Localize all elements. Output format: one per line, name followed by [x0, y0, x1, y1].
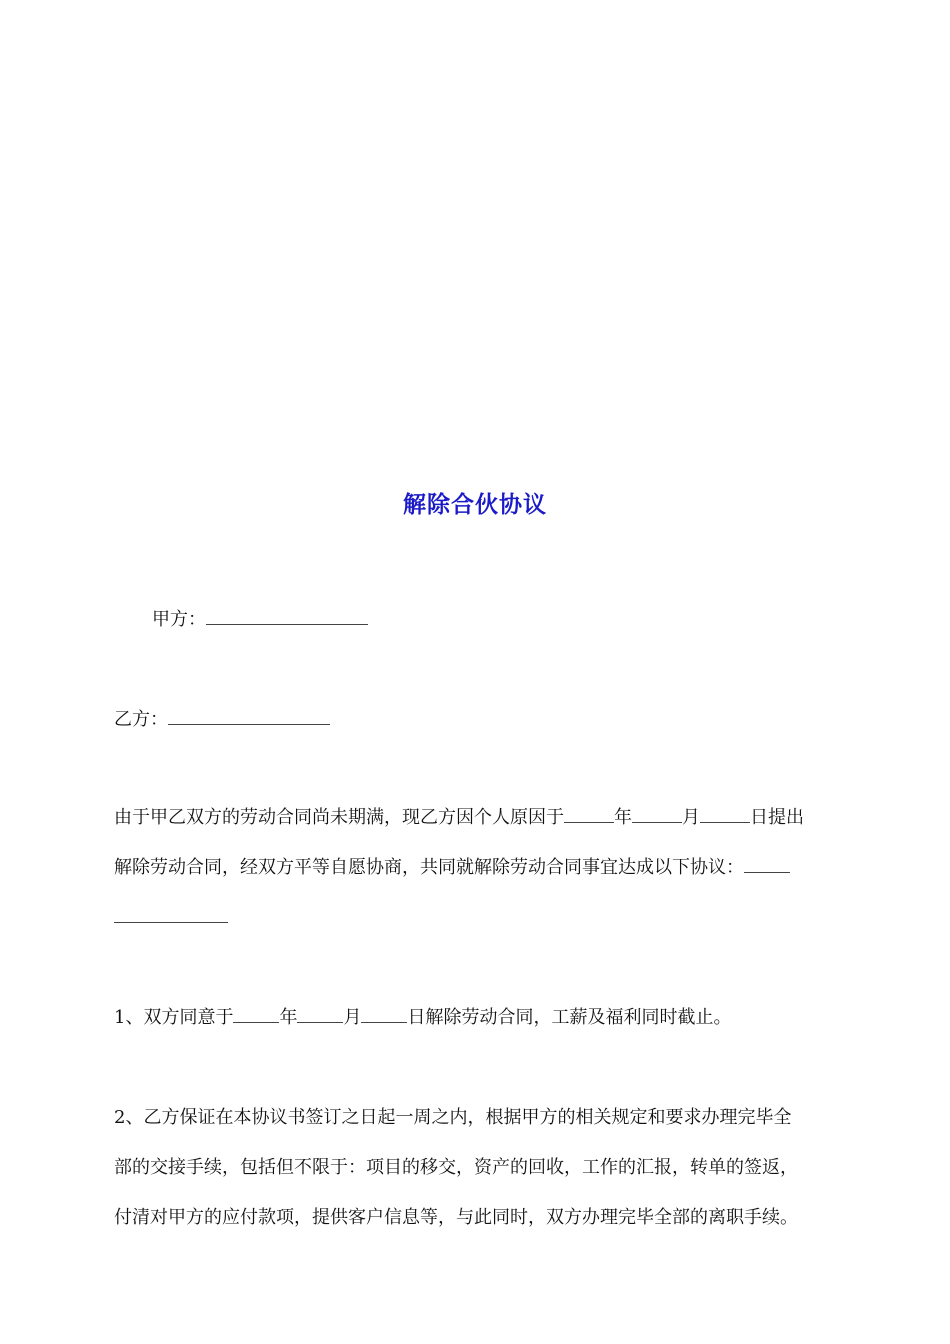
clause2-text-line1: 2、乙方保证在本协议书签订之日起一周之内，根据甲方的相关规定和要求办理完毕全 [114, 1107, 792, 1128]
document-title: 解除合伙协议 [403, 492, 547, 518]
clause-2-line-3 [114, 1206, 798, 1230]
clause1-month-blank [297, 1006, 343, 1023]
clause1-year-blank [233, 1006, 279, 1023]
intro-text-a: 由于甲乙双方的劳动合同尚未期满，现乙方因个人原因于 [114, 807, 564, 828]
intro-text-line2: 解除劳动合同，经双方平等自愿协商，共同就解除劳动合同事宜达成以下协议： [114, 857, 744, 878]
party-a-line [152, 608, 368, 632]
intro-line-1 [114, 806, 804, 830]
clause1-year-label: 年 [279, 1007, 298, 1028]
clause1-text-b: 日解除劳动合同，工薪及福利同时截止。 [407, 1007, 732, 1028]
intro-text-b: 日提出 [750, 807, 804, 828]
party-b-line [114, 708, 330, 732]
clause-2-line-1 [114, 1106, 791, 1130]
clause-1 [114, 1006, 731, 1030]
intro-agreement-blank-2 [114, 906, 228, 923]
party-b-label: 乙方： [114, 709, 168, 730]
intro-line-2 [114, 856, 790, 880]
clause1-month-label: 月 [343, 1007, 362, 1028]
intro-year-label: 年 [614, 807, 632, 828]
clause2-text-line3: 付清对甲方的应付款项，提供客户信息等，与此同时，双方办理完毕全部的离职手续。 [114, 1207, 798, 1228]
party-b-blank [168, 708, 330, 725]
party-a-blank [206, 608, 368, 625]
intro-day-blank [700, 806, 750, 823]
clause2-text-line2: 部的交接手续，包括但不限于：项目的移交，资产的回收，工作的汇报，转单的签返， [114, 1157, 798, 1178]
intro-year-blank [564, 806, 614, 823]
intro-line-3 [114, 906, 228, 930]
clause1-text-a: 1、双方同意于 [114, 1007, 234, 1028]
clause1-day-blank [361, 1006, 407, 1023]
party-a-label: 甲方： [152, 609, 206, 630]
intro-month-label: 月 [682, 807, 700, 828]
intro-month-blank [632, 806, 682, 823]
clause-2-line-2 [114, 1156, 798, 1180]
intro-agreement-blank-1 [744, 856, 790, 873]
